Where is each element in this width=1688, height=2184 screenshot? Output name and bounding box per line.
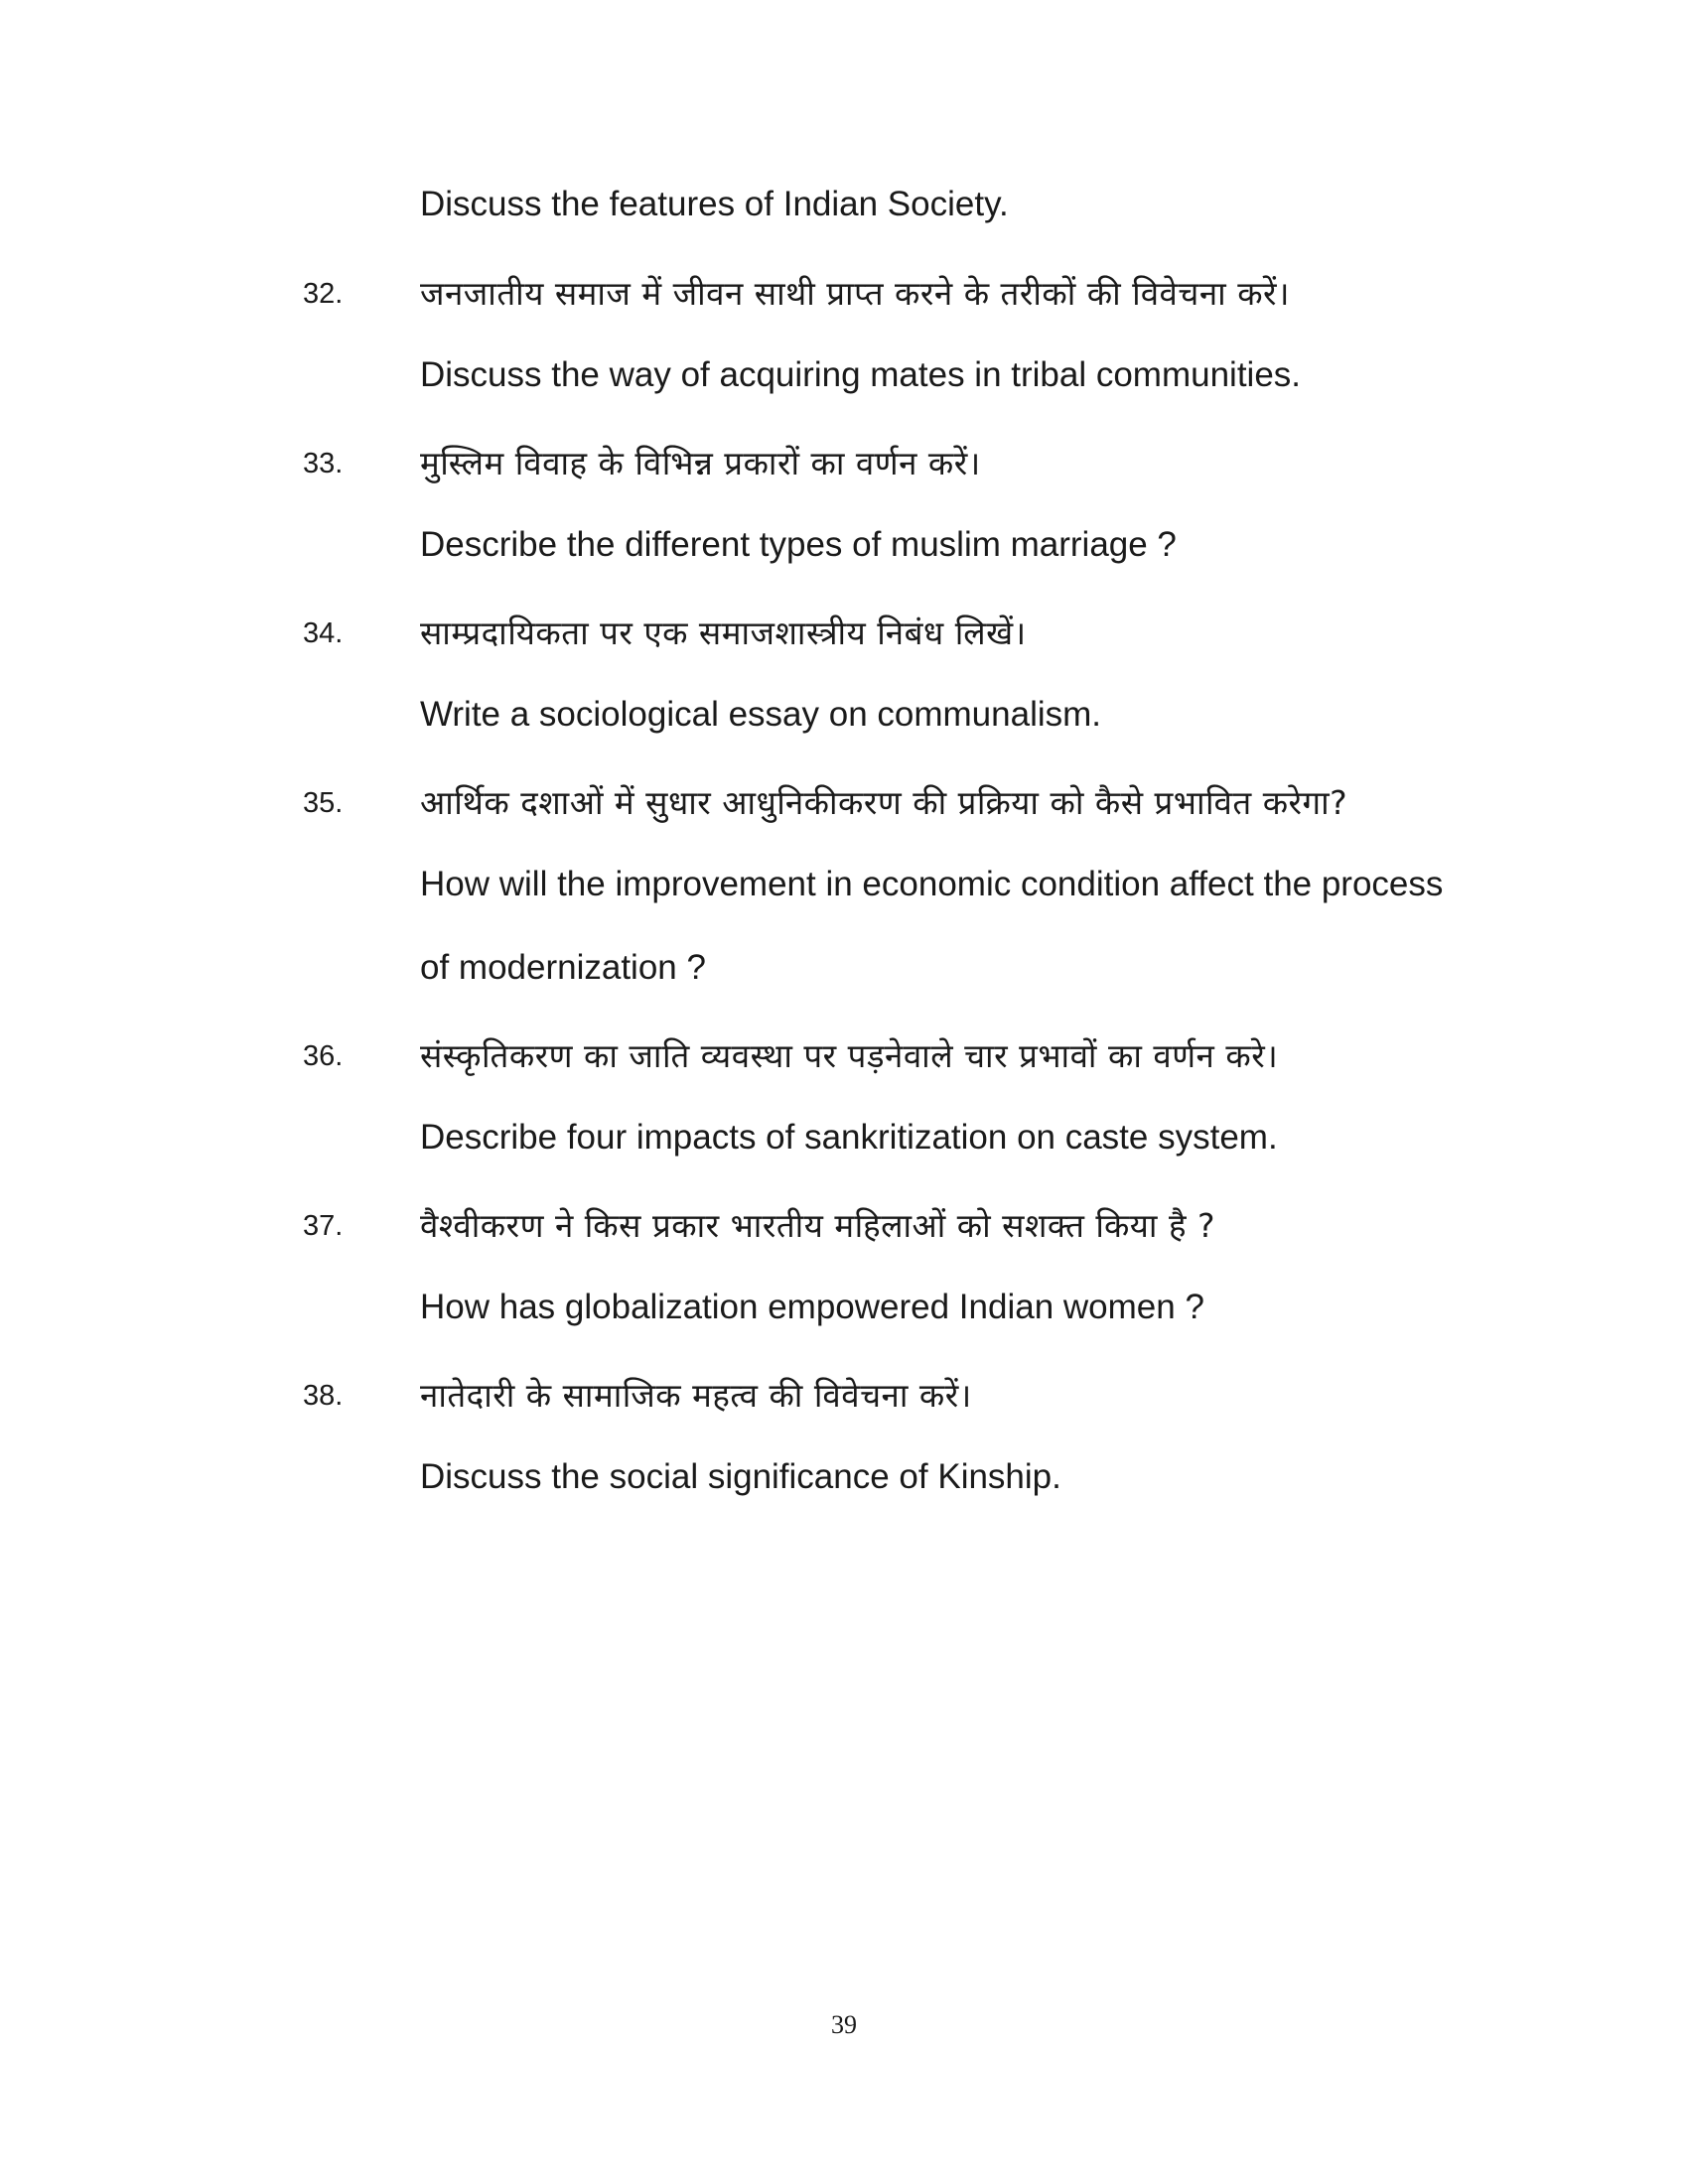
question-number: 33. [303,448,344,479]
continued-english-text: Discuss the features of Indian Society. [420,185,1009,223]
question-english-text: How will the improvement in economic condition affect the process [420,865,1444,903]
question-number: 38. [303,1380,344,1412]
question-hindi-text: वैश्वीकरण ने किस प्रकार भारतीय महिलाओं को सशक्त किया है ? [420,1206,1215,1245]
question-number: 36. [303,1040,344,1072]
question-english-text: Describe four impacts of sankritization on caste system. [420,1118,1278,1157]
question-number: 34. [303,617,344,649]
question-english-text: How has globalization empowered Indian women ? [420,1288,1204,1326]
question-hindi-text: मुस्लिम विवाह के विभिन्न प्रकारों का वर्णन करें। [420,444,981,482]
question-english-text: Discuss the social significance of Kinship. [420,1457,1061,1496]
question-hindi-text: आर्थिक दशाओं में सुधार आधुनिकीकरण की प्रक्रिया को कैसे प्रभावित करेगा? [420,783,1348,822]
question-number: 37. [303,1210,344,1242]
page-number: 39 [831,2010,857,2039]
question-hindi-text: साम्प्रदायिकता पर एक समाजशास्त्रीय निबंध लिखें। [420,614,1027,652]
question-number: 35. [303,787,344,819]
question-number: 32. [303,278,344,310]
question-english-text: Describe the different types of muslim marriage ? [420,525,1177,564]
question-english-text-continued: of modernization ? [420,948,706,987]
question-english-text: Discuss the way of acquiring mates in tribal communities. [420,355,1302,394]
question-hindi-text: नातेदारी के सामाजिक महत्व की विवेचना करें। [420,1376,972,1415]
question-hindi-text: संस्कृतिकरण का जाति व्यवस्था पर पड़नेवाले चार प्रभावों का वर्णन करे। [420,1036,1279,1075]
question-english-text: Write a sociological essay on communalism. [420,695,1102,734]
question-hindi-text: जनजातीय समाज में जीवन साथी प्राप्त करने के तरीकों की विवेचना करें। [420,274,1291,313]
